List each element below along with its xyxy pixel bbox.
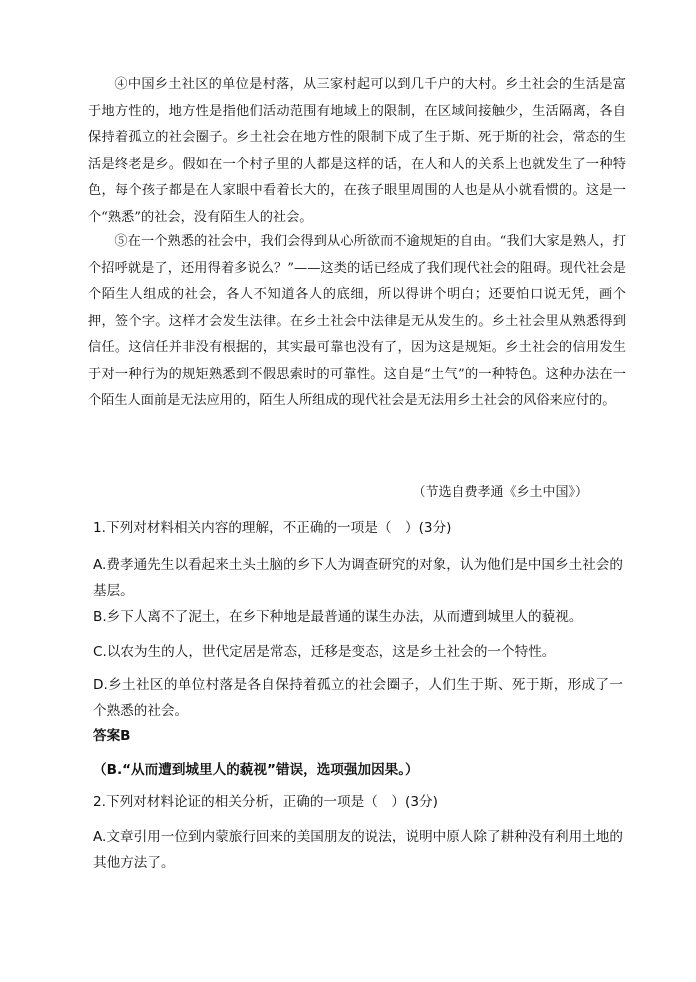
question-1-option-b: B.乡下人离不了泥土，在乡下种地是最普通的谋生办法，从而遭到城里人的藐视。	[93, 609, 583, 625]
question-1-option-a: A.费孝通先生以看起来土头土脑的乡下人为调查研究的对象，认为他们是中国乡土社会的基层。	[93, 557, 623, 599]
question-1-answer: 答案B	[93, 728, 131, 744]
question-2-option-a: A.文章引用一位到内蒙旅行回来的美国朋友的说法，说明中原人除了耕种没有利用土地的其他方法了。	[93, 829, 623, 871]
passage-paragraph-5: ⑤在一个熟悉的社会中，我们会得到从心所欲而不逾规矩的自由。“我们大家是熟人，打个招呼就是了，还用得着多说么？”——这类的话已经成了我们现代社会的阻碍。现代社会是个陌生人组成的社会，各人不知道各人的底细，所以得讲个明白；还要怕口说无凭，画个押，签个字。这样才会发生法律。在乡土社会中法律是无从发生的。乡土社会里从熟悉得到信任。这信任并非没有根据的，其实最可靠也没有了，因为这是规矩。乡土社会的信用发生于对一种行为的规矩熟悉到不假思索时的可靠性。这自是“土气”的一种特色。这种办法在一个陌生人面前是无法应用的，陌生人所组成的现代社会是无法用乡土社会的风俗来应付的。	[88, 234, 626, 408]
question-2-stem: 2.下列对材料论证的相关分析，正确的一项是（ ）(3分)	[93, 794, 438, 810]
question-1-option-c: C.以农为生的人，世代定居是常态，迁移是变态，这是乡土社会的一个特性。	[93, 644, 556, 660]
question-1-explanation: （B.“从而遭到城里人的藐视”错误，选项强加因果。）	[93, 762, 419, 778]
question-1-stem: 1.下列对材料相关内容的理解，不正确的一项是（ ）(3分)	[93, 520, 452, 536]
passage-source: （节选自费孝通《乡土中国》）	[412, 485, 588, 500]
passage-paragraph-4: ④中国乡土社区的单位是村落，从三家村起可以到几千户的大村。乡土社会的生活是富于地方性的，地方性是指他们活动范围有地域上的限制，在区域间接触少，生活隔离，各自保持着孤立的社会圈子。乡土社会在地方性的限制下成了生于斯、死于斯的社会，常态的生活是终老是乡。假如在一个村子里的人都是这样的话，在人和人的关系上也就发生了一种特色，每个孩子都是在人家眼中看着长大的，在孩子眼里周围的人也是从小就看惯的。这是一个“熟悉”的社会，没有陌生人的社会。	[88, 77, 626, 225]
question-1-option-d: D.乡土社区的单位村落是各自保持着孤立的社会圈子，人们生于斯、死于斯，形成了一个熟悉的社会。	[93, 677, 623, 719]
